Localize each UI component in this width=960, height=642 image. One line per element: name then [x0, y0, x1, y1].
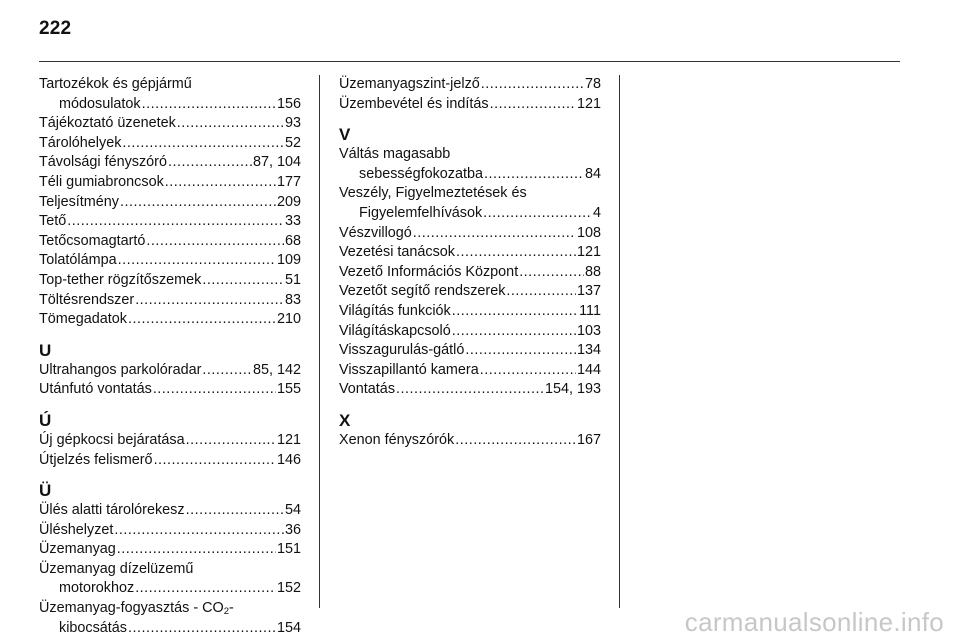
entry-text: Visszagurulás-gátló: [339, 342, 465, 359]
entry-text: sebességfokozatba: [359, 165, 484, 182]
index-entry: [39, 134, 301, 154]
header-rule: [39, 61, 900, 62]
entry-page: 4: [592, 204, 601, 221]
entry-text: Világításkapcsoló: [339, 322, 451, 339]
index-entry: [339, 282, 601, 302]
index-column-1: [39, 75, 301, 638]
entry-page: 88: [584, 263, 601, 280]
entry-text: Vontatás: [339, 381, 396, 398]
entry-page: 84: [584, 165, 601, 182]
index-entry: [39, 193, 301, 213]
entry-page: 108: [576, 224, 601, 241]
entry-page: 54: [284, 502, 301, 519]
entry-page: 144: [576, 361, 601, 378]
entry-page: 154, 193: [544, 381, 601, 398]
index-entry: [339, 75, 601, 95]
entry-text: Vészvillogó: [339, 224, 412, 241]
entry-text: Vezetési tanácsok: [339, 244, 455, 261]
column-separator: [319, 75, 320, 608]
entry-text: Vezetőt segítő rendszerek: [339, 283, 506, 300]
entry-page: 109: [276, 252, 301, 269]
entry-text: Figyelemfelhívások: [359, 204, 483, 221]
entry-page: 137: [576, 283, 601, 300]
index-entry: [39, 114, 301, 134]
entry-text: Visszapillantó kamera: [339, 361, 479, 378]
index-entry: [39, 521, 301, 541]
index-entry: [339, 302, 601, 322]
entry-text: Távolsági fényszóró: [39, 154, 167, 171]
watermark: carmanualsonline.info: [684, 607, 944, 637]
entry-page: 177: [276, 173, 301, 190]
entry-text: Top-tether rögzítőszemek: [39, 271, 202, 288]
entry-page: 33: [284, 213, 301, 230]
index-entry: [339, 361, 601, 381]
index-entry: [39, 153, 301, 173]
entry-continuation: Veszély, Figyelmeztetések és: [339, 185, 527, 202]
entry-page: 151: [276, 541, 301, 558]
entry-page: 68: [284, 232, 301, 249]
index-entry: [39, 619, 301, 639]
section-letter: Ú: [39, 410, 52, 430]
section-letter: Ü: [39, 481, 52, 501]
entry-page: 93: [284, 115, 301, 132]
entry-continuation: Váltás magasabb: [339, 146, 451, 163]
entry-text: Útjelzés felismerő: [39, 451, 153, 468]
entry-text: Világítás funkciók: [339, 302, 451, 319]
entry-page: 209: [276, 193, 301, 210]
index-entry: [39, 451, 301, 471]
entry-page: 156: [276, 95, 301, 112]
entry-text: kibocsátás: [59, 619, 127, 636]
entry-text: Téli gumiabroncsok: [39, 173, 164, 190]
entry-continuation: Üzemanyag-fogyasztás - $CO_2-$: [39, 600, 234, 618]
entry-text: Tömegadatok: [39, 311, 127, 328]
entry-page: 83: [284, 291, 301, 308]
entry-text: Ülés alatti tárolórekesz: [39, 502, 185, 519]
index-entry: [339, 95, 601, 115]
index-entry: [339, 322, 601, 342]
entry-text: Töltésrendszer: [39, 291, 135, 308]
entry-text: Üzembevétel és indítás: [339, 95, 489, 112]
index-entry: [39, 361, 301, 381]
page-number: 222: [39, 18, 72, 39]
entry-text: motorokhoz: [59, 580, 135, 597]
entry-page: 78: [584, 76, 601, 92]
index-entry: [339, 243, 601, 263]
index-entry: [39, 380, 301, 400]
entry-text: Üzemanyagszint-jelző: [339, 76, 480, 92]
entry-page: 146: [276, 451, 301, 468]
entry-page: 52: [284, 134, 301, 151]
entry-text: Tetőcsomagtartó: [39, 232, 146, 249]
section-letter: X: [339, 410, 351, 430]
entry-text: Vezető Információs Központ: [339, 263, 519, 280]
entry-text: Tető: [39, 213, 67, 230]
index-entry: [39, 540, 301, 560]
entry-page: 36: [284, 521, 301, 538]
entry-page: 210: [276, 311, 301, 328]
entry-page: 103: [576, 322, 601, 339]
index-column-2: [339, 75, 601, 451]
entry-text: Ultrahangos parkolóradar: [39, 361, 202, 378]
entry-page: 155: [276, 381, 301, 398]
index-entry: [39, 173, 301, 193]
index-entry: [39, 291, 301, 311]
entry-continuation: Tartozékok és gépjármű: [39, 76, 192, 92]
column-separator: [619, 75, 620, 608]
index-entry: [39, 232, 301, 252]
index-entry: [39, 271, 301, 291]
entry-page: 111: [579, 302, 601, 319]
index-entry: [339, 431, 601, 451]
index-entry: [339, 204, 601, 224]
entry-text: Üléshelyzet: [39, 521, 114, 538]
entry-page: 85, 142: [252, 361, 301, 378]
index-entry: [339, 341, 601, 361]
entry-text: Utánfutó vontatás: [39, 381, 152, 398]
entry-page: 134: [576, 342, 601, 359]
index-entry: [339, 263, 601, 283]
entry-page: 121: [576, 244, 601, 261]
index-entry: [39, 431, 301, 451]
index-entry: [339, 224, 601, 244]
entry-continuation: Üzemanyag dízelüzemű: [39, 560, 194, 577]
entry-page: 87, 104: [252, 154, 301, 171]
index-entry: [39, 95, 301, 115]
entry-page: 154: [276, 619, 301, 636]
entry-page: 121: [576, 95, 601, 112]
section-letter: U: [39, 340, 52, 360]
entry-text: módosulatok: [59, 95, 141, 112]
index-entry: [39, 212, 301, 232]
entry-page: 121: [276, 431, 301, 448]
entry-page: 152: [276, 580, 301, 597]
entry-page: 167: [576, 431, 601, 448]
index-entry: [339, 165, 601, 185]
index-entry: [339, 380, 601, 400]
entry-text: Tárolóhelyek: [39, 134, 122, 151]
entry-text: Tájékoztató üzenetek: [39, 115, 176, 132]
entry-text: Új gépkocsi bejáratása: [39, 431, 185, 448]
entry-text: Üzemanyag: [39, 541, 116, 558]
entry-text: Tolatólámpa: [39, 252, 117, 269]
section-letter: V: [339, 125, 351, 145]
index-entry: [39, 251, 301, 271]
index-entry: [39, 501, 301, 521]
index-entry: [39, 579, 301, 599]
entry-text: Teljesítmény: [39, 193, 119, 210]
entry-text: Xenon fényszórók: [339, 431, 455, 448]
index-entry: [39, 310, 301, 330]
entry-page: 51: [284, 271, 301, 288]
